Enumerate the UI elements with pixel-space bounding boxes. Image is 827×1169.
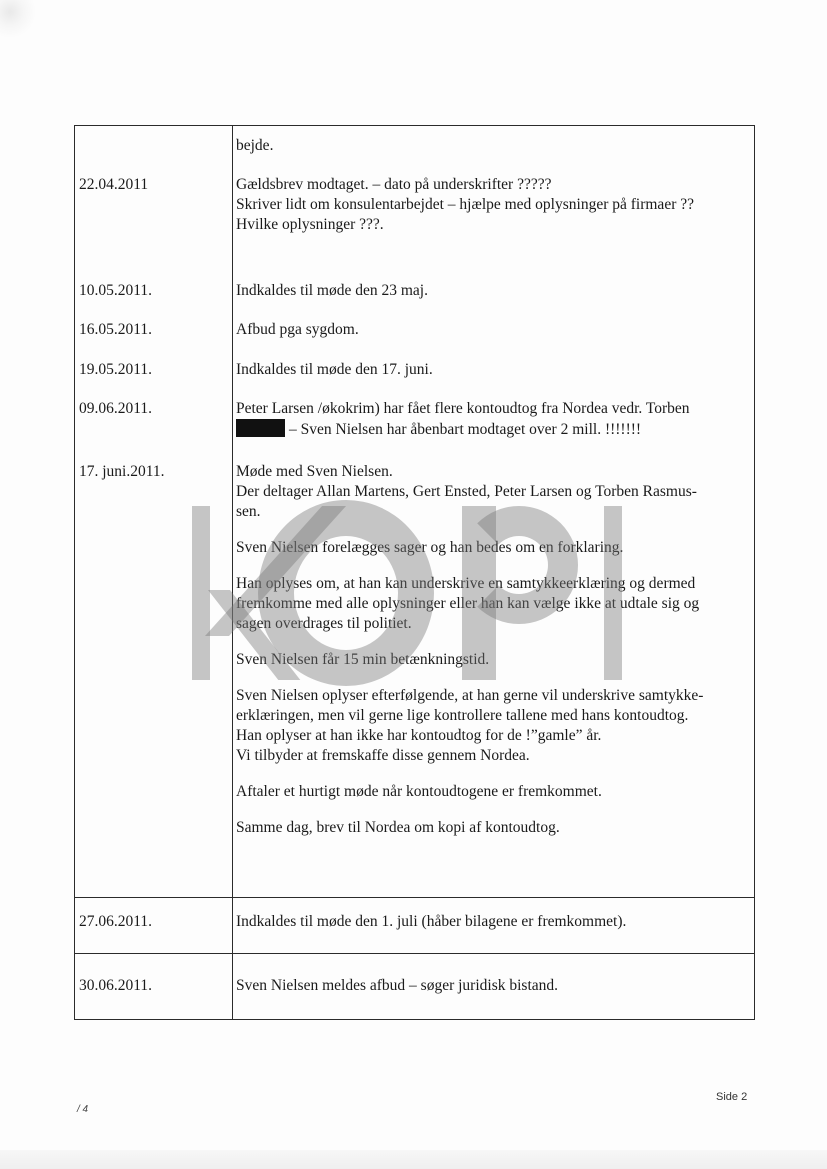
table-row: [75, 350, 755, 390]
entry-line: – Sven Nielsen har åbenbart modtaget over 2 mill. !!!!!!!: [236, 419, 734, 440]
entry-date: 17. juni.2011.: [79, 462, 165, 480]
entry-cell: [233, 310, 755, 350]
scan-smudge: [0, 0, 40, 40]
entry-date: 09.06.2011.: [79, 399, 153, 417]
entry-date: 19.05.2011.: [79, 360, 153, 378]
scan-edge: [0, 1150, 827, 1169]
entry-date: 10.05.2011.: [79, 281, 153, 299]
entry-line: Han oplyser at han ikke har kontoudtog for de !”gamle” år.: [236, 726, 602, 744]
entry-line: Sven Nielsen forelægges sager og han bedes om en forklaring.: [236, 538, 624, 556]
page-fraction: / 4: [77, 1104, 89, 1115]
date-cell: [75, 898, 233, 954]
entry-date: 27.06.2011.: [79, 913, 153, 930]
entry-date: 22.04.2011: [79, 175, 149, 193]
case-log-table: [74, 125, 755, 1020]
entry-line: Aftaler et hurtigt møde når kontoudtogene er fremkommet.: [236, 782, 602, 800]
entry-line: Sven Nielsen meldes afbud – søger juridisk bistand.: [236, 977, 559, 994]
entry-line: sen.: [236, 502, 261, 520]
date-cell: [75, 126, 233, 166]
redaction-bar: [236, 419, 285, 437]
entry-cell: [233, 450, 755, 898]
entry-cell: [233, 126, 755, 166]
date-cell: [75, 166, 233, 270]
entry-cell: [233, 898, 755, 954]
entry-line: Indkaldes til møde den 1. juli (håber bilagene er fremkommet).: [236, 913, 627, 930]
date-cell: [75, 310, 233, 350]
table-row: [75, 954, 755, 1020]
entry-date: 16.05.2011.: [79, 320, 153, 338]
table-row: [75, 390, 755, 450]
entry-line: bejde.: [236, 137, 274, 154]
table-row: [75, 310, 755, 350]
entry-line: Skriver lidt om konsulentarbejdet – hjælpe med oplysninger på firmaer ??: [236, 195, 694, 213]
entry-cell: [233, 350, 755, 390]
entry-line: Sven Nielsen får 15 min betænkningstid.: [236, 650, 490, 668]
entry-line: Samme dag, brev til Nordea om kopi af kontoudtog.: [236, 818, 560, 836]
table-row: [75, 450, 755, 898]
table-row: [75, 166, 755, 270]
entry-line: fremkomme med alle oplysninger eller han kan vælge ikke at udtale sig og: [236, 594, 700, 612]
entry-line: Han oplyses om, at han kan underskrive en samtykkeerklæring og dermed: [236, 574, 696, 592]
entry-line: Indkaldes til møde den 23 maj.: [236, 281, 428, 299]
table-row: [75, 126, 755, 166]
entry-cell: [233, 166, 755, 270]
entry-line: Vi tilbyder at fremskaffe disse gennem Nordea.: [236, 746, 530, 764]
entry-line: Møde med Sven Nielsen.: [236, 462, 393, 480]
date-cell: [75, 270, 233, 310]
entry-line: Hvilke oplysninger ???.: [236, 215, 384, 233]
entry-line: Sven Nielsen oplyser efterfølgende, at han gerne vil underskrive samtykke-: [236, 686, 704, 704]
entry-line: Afbud pga sygdom.: [236, 320, 359, 338]
date-cell: [75, 390, 233, 450]
table-row: [75, 270, 755, 310]
entry-line: Peter Larsen /økokrim) har fået flere kontoudtog fra Nordea vedr. Torben: [236, 399, 690, 417]
date-cell: [75, 450, 233, 898]
entry-line: Der deltager Allan Martens, Gert Ensted, Peter Larsen og Torben Rasmus-: [236, 482, 697, 500]
table-row: [75, 898, 755, 954]
entry-cell: [233, 390, 755, 450]
entry-cell: [233, 954, 755, 1020]
entry-line: Indkaldes til møde den 17. juni.: [236, 360, 433, 378]
entry-cell: [233, 270, 755, 310]
date-cell: [75, 954, 233, 1020]
entry-line: Gældsbrev modtaget. – dato på underskrifter ?????: [236, 175, 552, 193]
date-cell: [75, 350, 233, 390]
page-number: Side 2: [716, 1091, 748, 1103]
entry-line: sagen overdrages til politiet.: [236, 614, 412, 632]
entry-date: 30.06.2011.: [79, 977, 153, 994]
entry-line: erklæringen, men vil gerne lige kontrollere tallene med hans kontoudtog.: [236, 706, 689, 724]
